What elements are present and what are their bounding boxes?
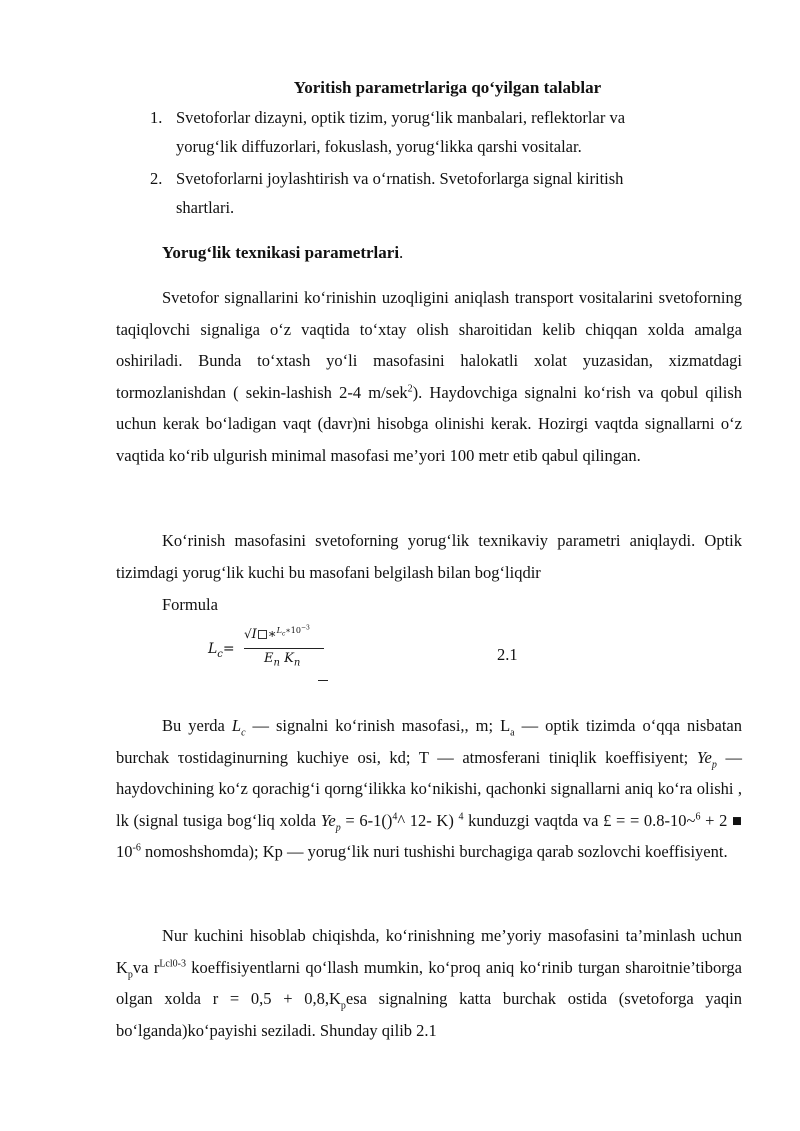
list-item bbox=[150, 164, 710, 222]
para-text: — optik tizimda o‘qqa nisbatan burchak τostidaginurning kuchiye osi, kd; T — atmosferani tiniqlik koeffisiyent; bbox=[116, 716, 742, 767]
formula-equals: = bbox=[222, 641, 235, 657]
fraction-bar bbox=[244, 648, 324, 649]
formula-symbol: L bbox=[208, 641, 218, 657]
section-heading bbox=[162, 243, 403, 263]
paragraph-calculation bbox=[116, 920, 742, 1046]
list-item bbox=[150, 103, 710, 161]
formula-symbol: K bbox=[284, 651, 294, 666]
formula-operator: ∗ bbox=[267, 627, 277, 642]
subscript: p bbox=[335, 821, 341, 833]
para-text: Nur kuchini hisoblab chiqishda, ko‘rinishning me’yoriy masofasini ta’minlash uchun K bbox=[116, 926, 742, 977]
para-text: koeffisiyentlarni qo‘llash mumkin, ko‘proq aniq ko‘rinib turgan sharoitnie’tiborga olgan xolda r = 0,5 + 0,8,K bbox=[116, 957, 742, 1008]
symbol-text: Ye bbox=[320, 810, 336, 830]
para-text: ^ 12- K) bbox=[397, 810, 459, 830]
superscript: 2 bbox=[407, 383, 413, 394]
formula-numerator bbox=[244, 624, 310, 642]
formula-subscript: n bbox=[293, 657, 301, 669]
subscript: c bbox=[241, 727, 246, 739]
list-number: 1. bbox=[150, 108, 163, 127]
para-text: nomoshshomda); Kp — yorug‘lik nuri tushishi burchagiga qarab sozlovchi koeffisiyent. bbox=[140, 842, 728, 861]
formula-subscript: c bbox=[281, 630, 286, 638]
placeholder-box-icon bbox=[258, 630, 267, 639]
para-text: = 6-1() bbox=[340, 810, 393, 830]
formula-symbol: L bbox=[276, 625, 282, 635]
superscript: 6 bbox=[695, 811, 701, 822]
paragraph-definitions bbox=[116, 710, 742, 868]
section-heading-dot: . bbox=[399, 243, 404, 262]
section-heading-text: Yorug‘lik texnikasi parametrlari bbox=[162, 243, 400, 262]
symbol-text: Ye bbox=[696, 747, 712, 767]
subscript: p bbox=[711, 758, 717, 770]
list-number: 2. bbox=[150, 169, 163, 188]
para-text: Bu yerda bbox=[162, 716, 232, 735]
formula-symbol: I bbox=[251, 627, 257, 642]
superscript: Lcl0-3 bbox=[159, 958, 186, 969]
para-text: — signalni ko‘rinish masofasi,, m; L bbox=[245, 716, 511, 735]
para-text: va r bbox=[132, 957, 160, 977]
equation-number: 2.1 bbox=[497, 645, 518, 664]
para-text: esa signalning katta burchak ostida (svetoforga yaqin bo‘lganda)ko‘payishi seziladi. Shunday qilib 2.1 bbox=[116, 989, 742, 1040]
formula-lhs bbox=[208, 641, 235, 660]
formula-label: Formula bbox=[162, 595, 218, 614]
list-text-line: Svetoforlarni joylashtirish va o‘rnatish. Svetoforlarga signal kiritish bbox=[176, 169, 624, 188]
formula-subscript: n bbox=[273, 657, 280, 669]
subscript: a bbox=[510, 727, 515, 739]
superscript: 4 bbox=[458, 811, 464, 822]
superscript: 4 bbox=[392, 811, 398, 822]
formula-exponent-power: −3 bbox=[300, 624, 310, 632]
superscript: -6 bbox=[132, 842, 141, 854]
divider bbox=[318, 680, 328, 681]
page-title: Yoritish parametrlariga qo‘yilgan talablar bbox=[293, 78, 602, 97]
symbol-text: L bbox=[231, 716, 242, 735]
paragraph-visibility bbox=[116, 282, 742, 471]
paragraph-distance: Ko‘rinish masofasini svetoforning yorug‘lik texnikaviy parametri aniqlaydi. Optik tizimdagi yorug‘lik kuchi bu masofani belgilash bilan bog‘liqdir bbox=[116, 531, 742, 582]
sqrt-symbol: √ bbox=[244, 627, 252, 641]
formula-symbol: E bbox=[264, 651, 274, 666]
para-text: Svetofor signallarini ko‘rinishin uzoqligini aniqlash transport vositalarini svetoforning taqiqlovchi signaliga o‘z vaqtida to‘xtay olish sharoitidan kelib chiqqan xolda amalga oshiriladi. Bunda to‘xtash yo‘li masofasini halokatli xolat yuzasidan, xizmatdagi tormozlanishdan ( sekin-lashish 2-4 m/sek bbox=[116, 288, 742, 402]
subscript: p bbox=[127, 968, 133, 980]
formula-subscript: c bbox=[217, 648, 223, 660]
list-text-line: yorug‘lik diffuzorlari, fokuslash, yorug‘likka qarshi vositalar. bbox=[176, 137, 582, 156]
para-text: ). Haydovchiga signalni ko‘rish va qobul qilish uchun kerak bo‘ladigan vaqt (davr)ni hisobga olinishi kerak. Hozirgi vaqtda signallarni o‘z vaqtida ko‘rib ulgurish minimal masofasi me’yori 100 metr etib qabul qilingan. bbox=[116, 382, 742, 465]
list-text-line: shartlari. bbox=[176, 198, 235, 217]
list-text-line: Svetoforlar dizayni, optik tizim, yorug‘lik manbalari, reflektorlar va bbox=[176, 108, 626, 127]
subscript: p bbox=[340, 1000, 346, 1012]
para-text: kunduzgi vaqtda va £ = = 0.8-10~ bbox=[463, 810, 696, 830]
formula-exponent: ∗10 bbox=[285, 625, 301, 635]
formula-denominator bbox=[264, 651, 301, 669]
para-text: — haydovchining ko‘z qorachig‘i qorng‘ilikka ko‘nikishi, qachonki signallarni aniq ko‘ra olishi , lk (signal tusiga bog‘liq xolda bbox=[116, 747, 742, 830]
para-text: + 2 ■ 10 bbox=[116, 810, 742, 861]
